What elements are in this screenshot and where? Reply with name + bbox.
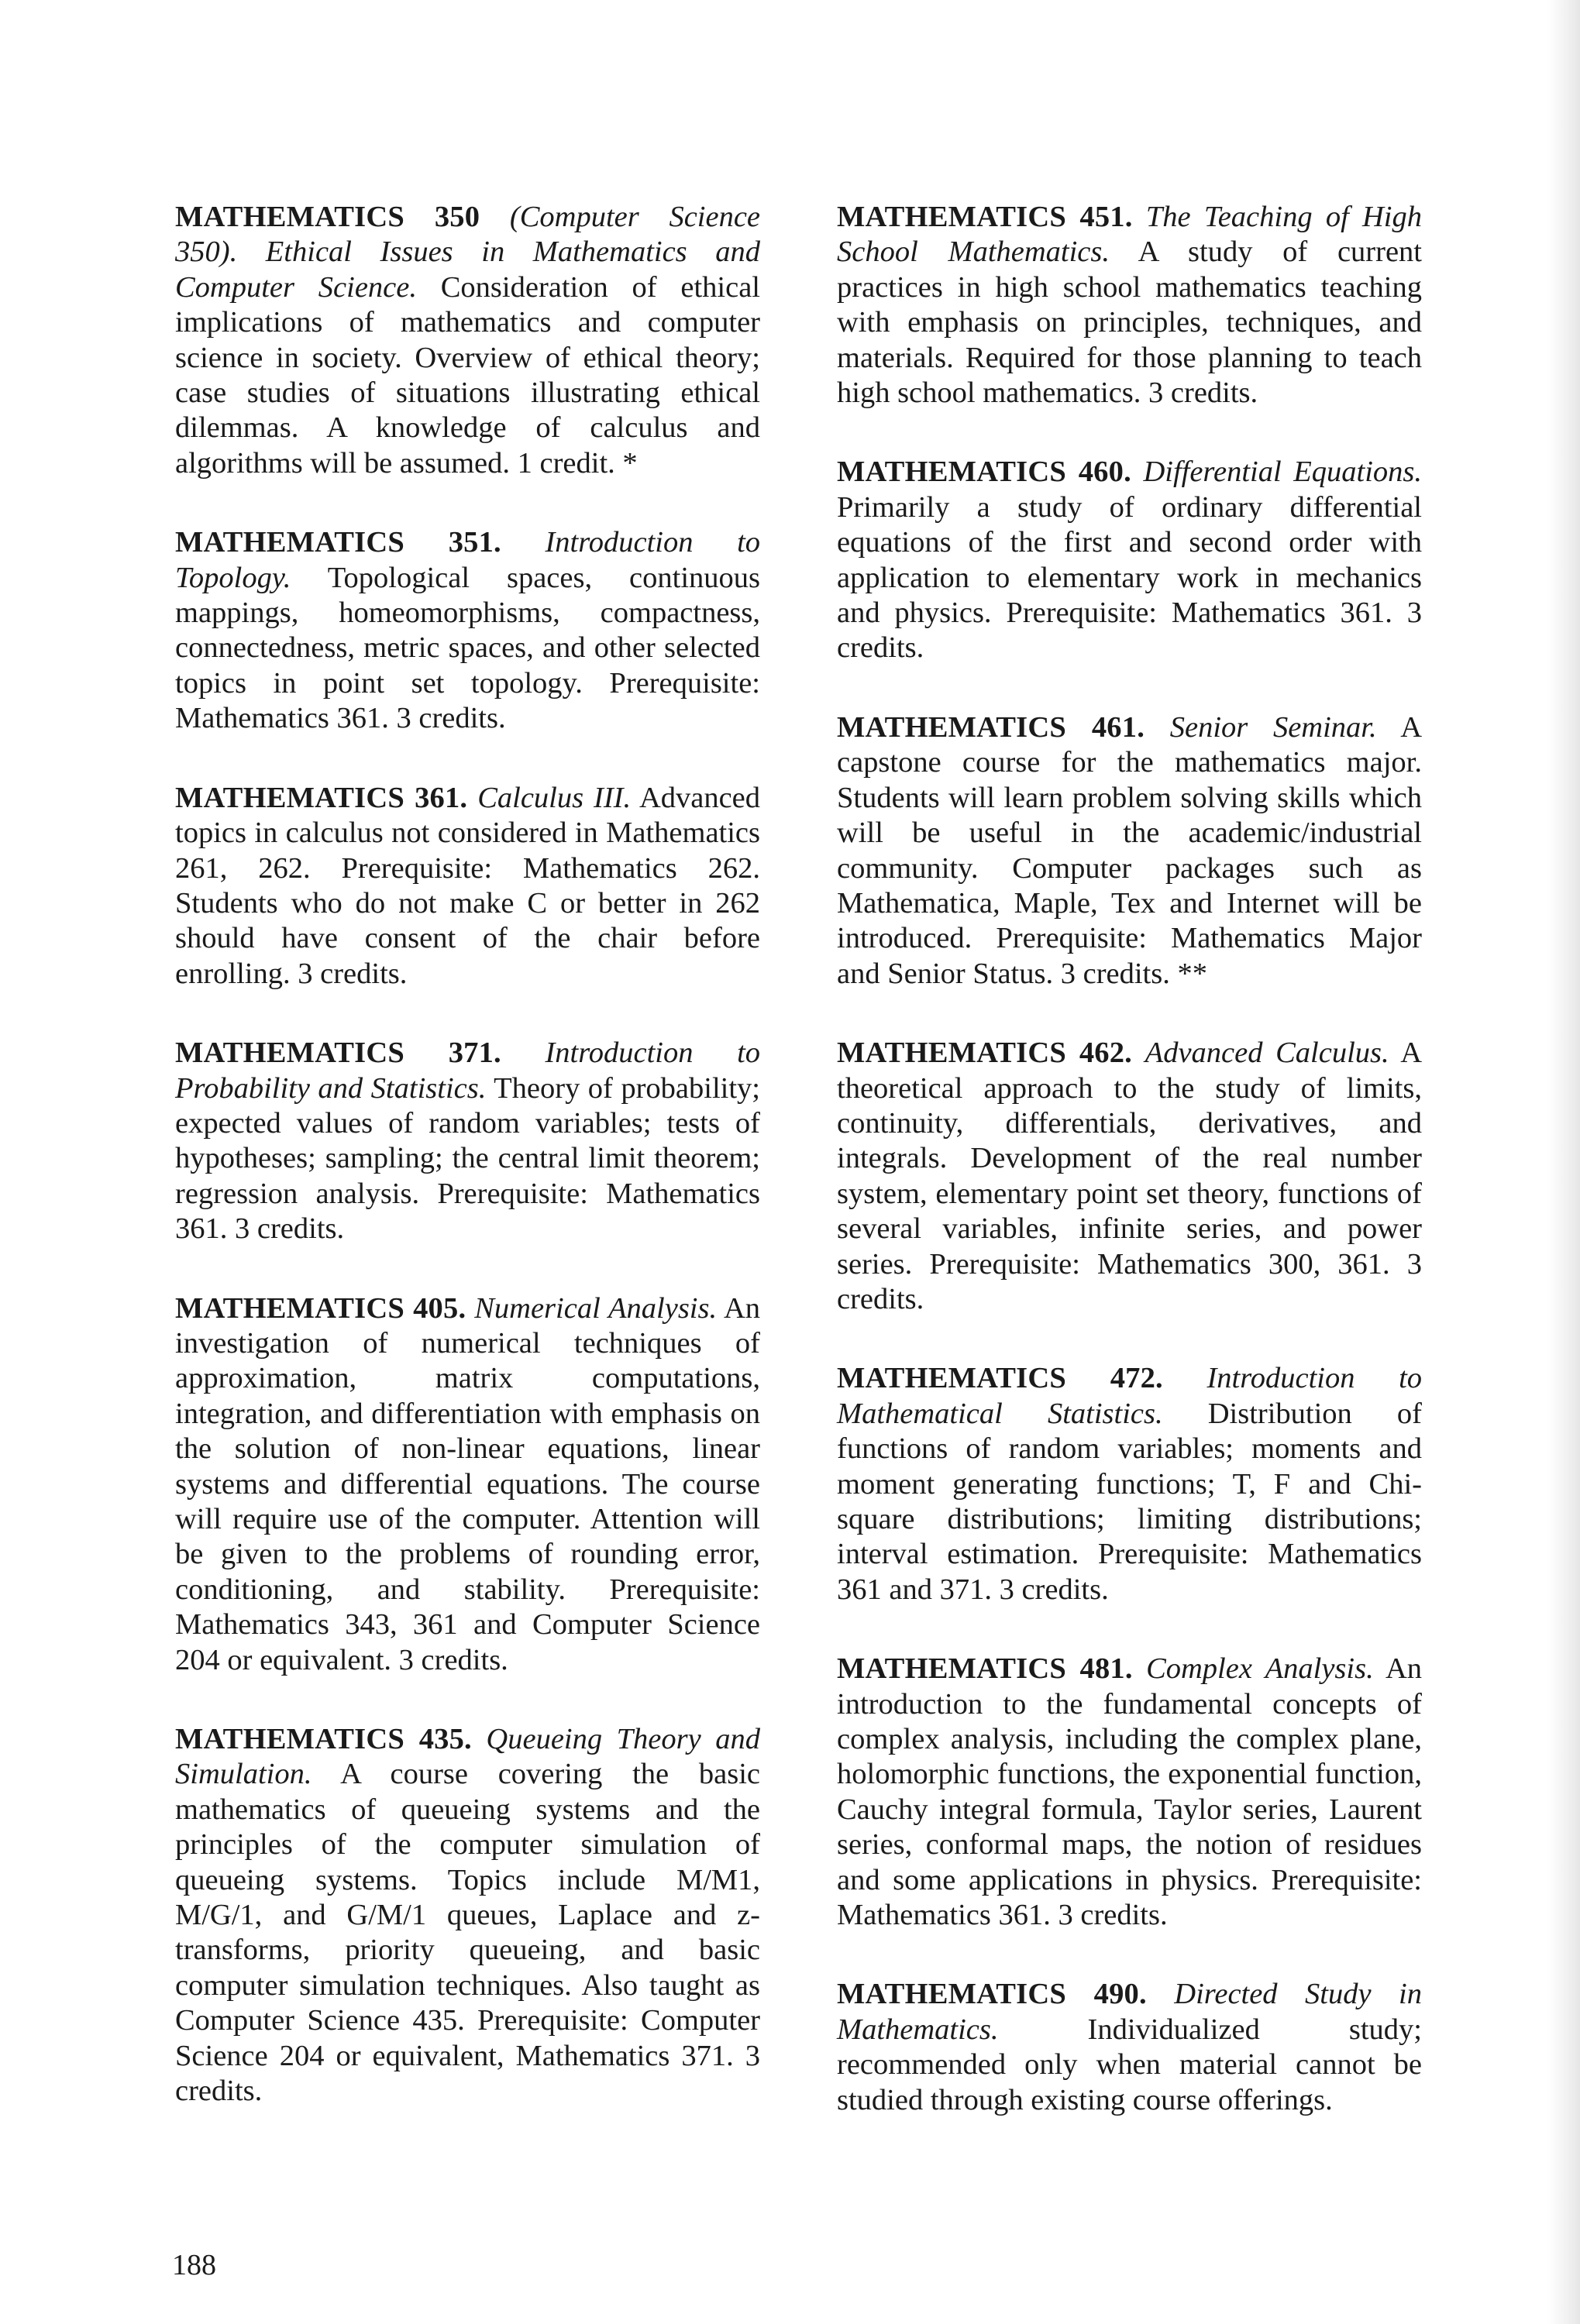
course-code: MATHEMATICS 481. [837,1652,1133,1686]
course-entry-math-361 [175,781,760,992]
course-entry-math-472 [837,1361,1422,1607]
course-entry-math-490 [837,1977,1422,2118]
course-title: The Teaching of High School Mathematics. [837,201,1423,269]
course-description: Primarily a study of ordinary differential equations of the first and second order with application to elementary work in mechanics and physics. Prerequisite: Mathematics 361. 3 credits. [837,490,1422,665]
course-entry-math-350 [175,200,760,481]
course-description: Advanced topics in calculus not considered in Mathematics 261, 262. Prerequisite: Mathematics 262. Students who do not make C or better in 262 should have consent of the chair before enrolling. 3 credits. [175,781,761,990]
course-entry-math-405 [175,1291,760,1678]
course-title: Directed Study in Mathematics. [837,1978,1423,2046]
course-code: MATHEMATICS 451. [837,201,1133,233]
course-description: Distribution of functions of random variables; moments and moment generating functions; T, F and Chi-square distributions; limiting distributions; interval estimation. Prerequisite: Mathematics 361 and 371. 3 credits. [837,1397,1422,1606]
course-entry-math-451 [837,200,1422,411]
course-code: MATHEMATICS 490. [837,1978,1147,2011]
course-entry-math-460 [837,455,1422,665]
page-edge-shadow [1547,0,1580,2324]
course-title: Introduction to Mathematical Statistics. [837,1362,1423,1430]
course-description: Topological spaces, continuous mappings, homeomorphisms, compactness, connectedness, metric spaces, and other selected topics in point set topology. Prerequisite: Mathematics 361. 3 credits. [175,561,760,735]
course-description: Theory of probability; expected values of random variables; tests of hypotheses; sampling; the central limit theorem; regression analysis. Prerequisite: Mathematics 361. 3 credits. [175,1071,761,1246]
course-entry-math-481 [837,1652,1422,1933]
course-title: Numerical Analysis. [474,1291,718,1325]
course-description: A course covering the basic mathematics of queueing systems and the principles of the computer simulation of queueing systems. Topics include M/M1, M/G/1, and G/M/1 queues, Laplace and z-transforms, priority queueing, and basic computer simulation techniques. Also taught as Computer Science 435. Prerequisite: Computer Science 204 or equivalent, Mathematics 371. 3 credits. [175,1758,760,2108]
course-description: A study of current practices in high school mathematics teaching with emphasis on principles, techniques, and materials. Required for those planning to teach high school mathematics. 3 credits. [837,235,1422,410]
course-entry-math-371 [175,1036,760,1246]
course-title: Calculus III. [477,781,632,814]
course-code: MATHEMATICS 472. [837,1362,1163,1395]
course-entry-math-351 [175,525,760,736]
course-code: MATHEMATICS 435. [175,1723,472,1756]
course-description: A theoretical approach to the study of limits, continuity, differentials, derivatives, and integrals. Development of the real number system, elementary point set theory, functions of several variables, infinite series, and power series. Prerequisite: Mathematics 300, 361. 3 credits. [837,1037,1422,1315]
course-entry-math-462 [837,1036,1422,1317]
course-title: Advanced Calculus. [1145,1037,1389,1070]
course-code: MATHEMATICS 460. [837,456,1131,489]
course-title: Senior Seminar. [1169,710,1377,744]
course-title: Queueing Theory and Simulation. [175,1723,761,1791]
course-description: An investigation of numerical techniques of approximation, matrix computations, integration, and differentiation with emphasis on the solution of non-linear equations, linear systems and differential equations. The course will require use of the computer. Attention will be given to the problems of rounding error, conditioning, and stability. Prerequisite: Mathematics 343, 361 and Computer Science 204 or equivalent. 3 credits. [175,1291,760,1676]
course-description: Consideration of ethical implications of mathematics and computer science in society. Overview of ethical theory; case studies of situations illustrating ethical dilemmas. A knowledge of calculus and algorithms will be assumed. 1 credit. * [175,270,760,480]
course-code: MATHEMATICS 350 [175,201,480,233]
course-code: MATHEMATICS 371. [175,1037,501,1070]
course-title: (Computer Science 350). Ethical Issues in Mathematics and Computer Science. [175,201,760,304]
course-code: MATHEMATICS 461. [837,710,1145,744]
course-code: MATHEMATICS 351. [175,526,501,559]
course-description: A capstone course for the mathematics major. Students will learn problem solving skills which will be useful in the academic/industrial community. Computer packages such as Mathematica, Maple, Tex and Internet will be introduced. Prerequisite: Mathematics Major and Senior Status. 3 credits. ** [837,710,1423,990]
course-entry-math-435 [175,1722,760,2109]
left-column [175,200,760,2154]
course-title: Introduction to Topology. [175,526,761,594]
course-title: Introduction to Probability and Statistics. [175,1037,761,1105]
course-title: Complex Analysis. [1146,1652,1374,1686]
course-title: Differential Equations. [1143,456,1422,489]
course-description: An introduction to the fundamental concepts of complex analysis, including the complex plane, holomorphic functions, the exponential function, Cauchy integral formula, Taylor series, Laurent series, conformal maps, the notion of residues and some applications in physics. Prerequisite: Mathematics 361. 3 credits. [837,1652,1423,1932]
course-entry-math-461 [837,710,1422,992]
course-description: Individualized study; recommended only when material cannot be studied through existing course offerings. [837,2013,1422,2116]
page-number: 188 [172,2249,216,2281]
course-code: MATHEMATICS 361. [175,781,468,814]
course-code: MATHEMATICS 405. [175,1291,466,1325]
right-column [837,200,1422,2162]
course-code: MATHEMATICS 462. [837,1037,1132,1070]
